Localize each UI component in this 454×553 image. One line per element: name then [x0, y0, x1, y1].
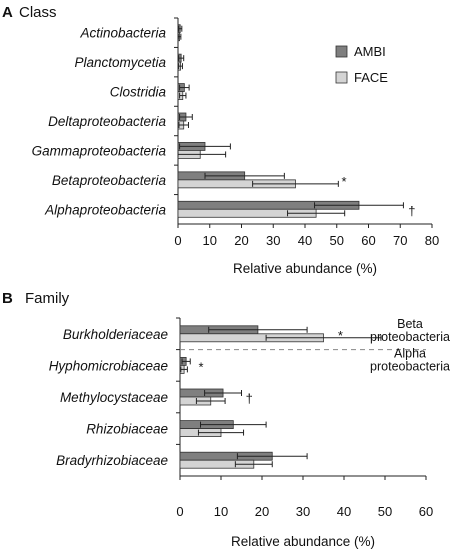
- panel-b-x-tick-label-50: 50: [377, 504, 393, 519]
- panel-b-annotation-1: *: [198, 359, 204, 375]
- panel-a-x-tick-label-30: 30: [266, 233, 281, 248]
- panel-b-marks: [49, 317, 450, 519]
- panel-a-category-betaproteobacteria: Betaproteobacteria: [51, 172, 166, 188]
- panel-b-annotation-2: †: [245, 391, 253, 406]
- legend-swatch-ambi: [336, 46, 347, 57]
- panel-b-category-burkholderiaceae: Burkholderiaceae: [62, 326, 168, 342]
- panel-a-x-tick-label-0: 0: [174, 233, 182, 248]
- panel-a-x-tick-label-50: 50: [329, 233, 344, 248]
- panel-b-group-label-1-line-1: proteobacteria: [370, 359, 450, 374]
- panel-a-annotation-0: *: [341, 173, 347, 189]
- panel-b-category-rhizobiaceae: Rhizobiaceae: [86, 421, 168, 437]
- panel-a-letter: A: [2, 4, 13, 21]
- panel-b: [2, 290, 450, 549]
- legend: [336, 44, 388, 85]
- panel-a-category-clostridia: Clostridia: [109, 84, 166, 100]
- panel-a-x-tick-label-20: 20: [234, 233, 249, 248]
- panel-b-x-tick-label-40: 40: [336, 504, 352, 519]
- panel-b-category-hyphomicrobiaceae: Hyphomicrobiaceae: [48, 358, 168, 374]
- panel-a-title: Class: [19, 4, 57, 21]
- panel-b-x-tick-label-30: 30: [295, 504, 311, 519]
- panel-b-title: Family: [25, 290, 70, 307]
- panel-a-category-deltaproteobacteria: Deltaproteobacteria: [48, 114, 166, 129]
- panel-a-x-tick-label-60: 60: [361, 233, 376, 248]
- panel-b-x-tick-label-20: 20: [254, 504, 270, 519]
- panel-b-group-label-1-line-0: Alpha: [394, 346, 426, 361]
- panel-a-x-tick-label-70: 70: [393, 233, 408, 248]
- panel-a-category-gammaproteobacteria: Gammaproteobacteria: [31, 143, 166, 159]
- legend-label-face: FACE: [354, 70, 388, 85]
- panel-a-x-tick-label-40: 40: [297, 233, 313, 248]
- panel-b-x-tick-label-0: 0: [176, 504, 184, 519]
- panel-b-group-label-0-line-1: proteobacteria: [370, 330, 450, 344]
- panel-a-category-planctomycetia: Planctomycetia: [74, 55, 166, 71]
- panel-b-x-tick-label-60: 60: [418, 504, 434, 519]
- legend-swatch-face: [336, 72, 347, 83]
- legend-label-ambi: AMBI: [354, 44, 386, 59]
- panel-a-x-tick-label-10: 10: [202, 233, 217, 248]
- panel-b-xlabel: Relative abundance (%): [230, 534, 376, 549]
- panel-a-category-alphaproteobacteria: Alphaproteobacteria: [45, 202, 166, 218]
- panel-b-annotation-0: *: [337, 327, 343, 343]
- panel-b-category-methylocystaceae: Methylocystaceae: [59, 390, 168, 405]
- panel-b-letter: B: [2, 290, 13, 307]
- panel-a-xlabel: Relative abundance (%): [232, 261, 378, 276]
- panel-b-category-bradyrhizobiaceae: Bradyrhizobiaceae: [56, 453, 168, 469]
- panel-a-annotation-1: †: [408, 203, 416, 219]
- panel-b-group-label-0-line-0: Beta: [397, 317, 423, 331]
- panel-b-x-tick-label-10: 10: [213, 504, 229, 519]
- panel-a-category-actinobacteria: Actinobacteria: [80, 25, 166, 41]
- panel-a-x-tick-label-80: 80: [424, 233, 440, 248]
